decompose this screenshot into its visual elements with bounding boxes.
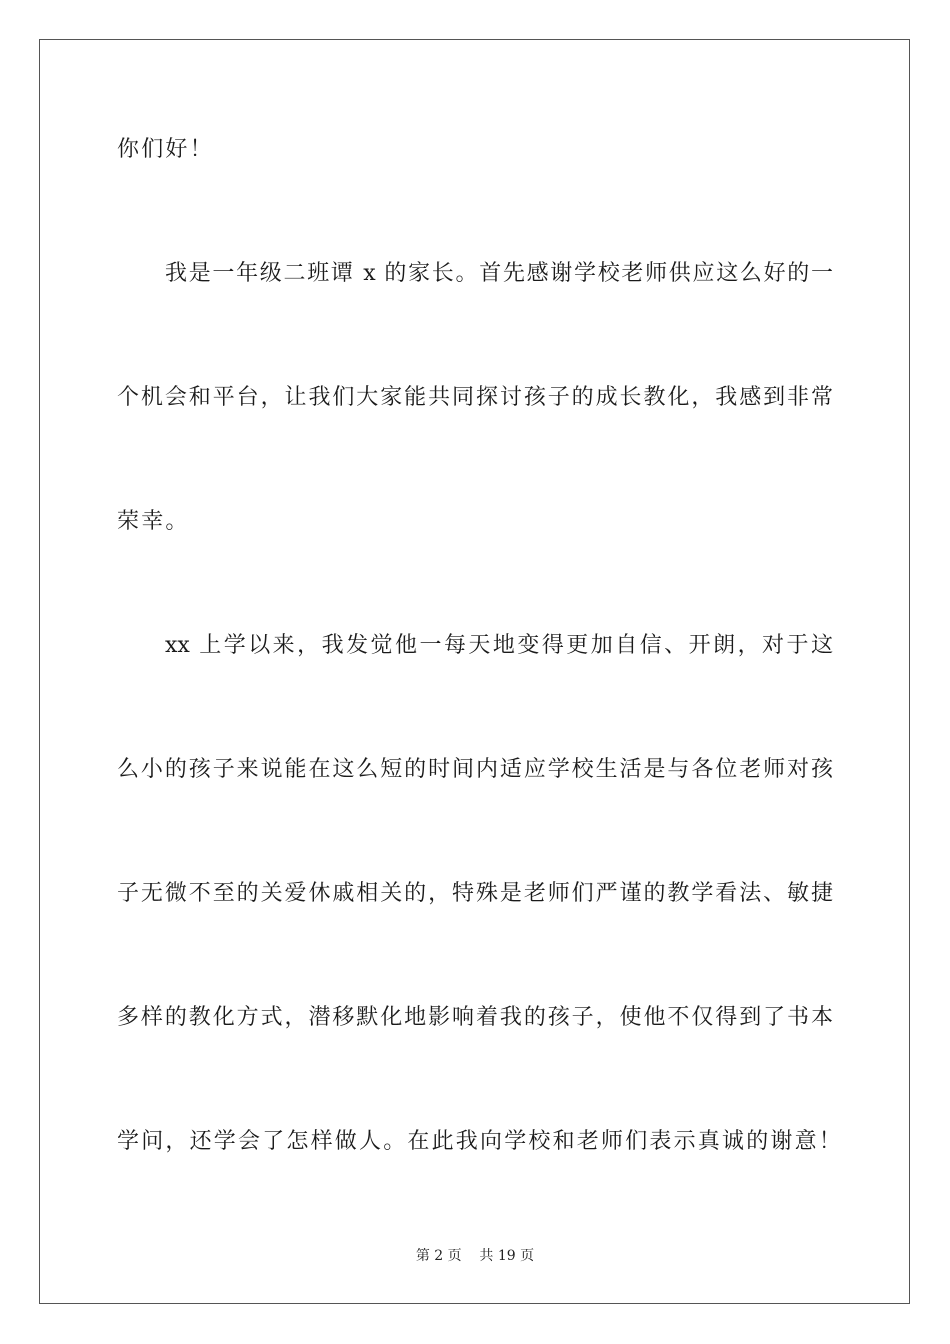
greeting-line: 你们好！ bbox=[117, 137, 214, 162]
paragraph-2-line-4: 多样的教化方式，潜移默化地影响着我的孩子，使他不仅得到了书本 bbox=[117, 1005, 833, 1030]
paragraph-1-line-1: 我是一年级二班谭 x 的家长。首先感谢学校老师供应这么好的一 bbox=[165, 261, 833, 286]
paragraph-2-line-1: xx 上学以来，我发觉他一每天地变得更加自信、开朗，对于这 bbox=[165, 633, 833, 658]
page-number-footer: 第 2 页 共 19 页 bbox=[415, 1248, 535, 1264]
paragraph-2-line-2: 么小的孩子来说能在这么短的时间内适应学校生活是与各位老师对孩 bbox=[117, 757, 833, 782]
paragraph-1-line-3: 荣幸。 bbox=[117, 509, 190, 534]
paragraph-1-line-2: 个机会和平台，让我们大家能共同探讨孩子的成长教化，我感到非常 bbox=[117, 385, 833, 410]
page-border bbox=[39, 39, 910, 1304]
paragraph-2-line-3: 子无微不至的关爱休戚相关的，特殊是老师们严谨的教学看法、敏捷 bbox=[117, 881, 833, 906]
paragraph-2-line-5: 学问，还学会了怎样做人。在此我向学校和老师们表示真诚的谢意！ bbox=[117, 1129, 844, 1154]
